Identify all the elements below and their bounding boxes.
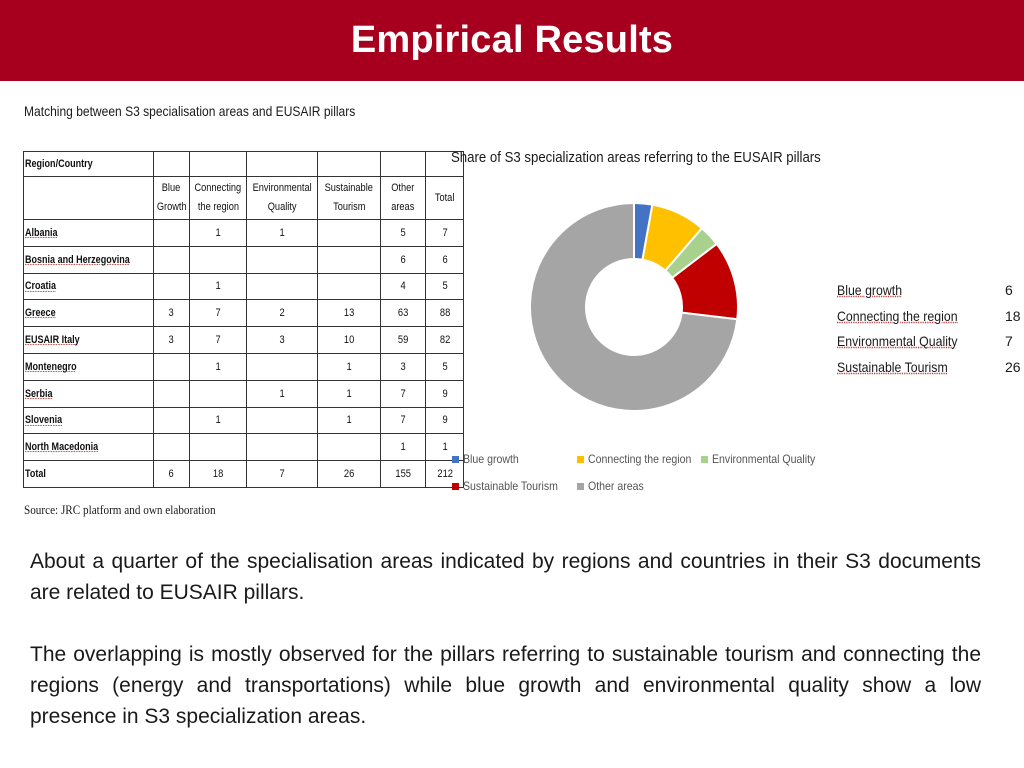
row-label: Croatia: [24, 273, 154, 300]
legend-item-environmental: Environmental Quality: [701, 452, 829, 466]
table-cell: 6: [381, 246, 426, 273]
table-cell: 5: [381, 220, 426, 247]
table-title: Matching between S3 specialisation areas and EUSAIR pillars: [24, 103, 356, 119]
table-cell: 7: [246, 461, 317, 488]
table-corner-header: Region/Country: [24, 152, 154, 177]
table-cell: 26: [318, 461, 381, 488]
table-cell: [153, 220, 189, 247]
table-cell: 1: [381, 434, 426, 461]
table-cell: [153, 434, 189, 461]
row-label: North Macedonia: [24, 434, 154, 461]
table-cell: 212: [426, 461, 464, 488]
legend-swatch: [452, 483, 459, 490]
table-cell: 7: [381, 380, 426, 407]
table-row: [24, 246, 464, 273]
col-header-total: Total: [426, 177, 464, 220]
table-cell: 3: [153, 300, 189, 327]
table-source: Source: JRC platform and own elaboration: [24, 502, 216, 517]
row-label: Total: [24, 461, 154, 488]
table-row: [24, 353, 464, 380]
col-header-environmental: Environmental Quality: [246, 177, 317, 220]
summary-paragraph-1: About a quarter of the specialisation areas indicated by regions and countries in their S3 documents are related to EUSAIR pillars.: [30, 550, 981, 604]
col-header-blue-growth: Blue Growth: [153, 177, 189, 220]
chart-title: Share of S3 specialization areas referring to the EUSAIR pillars: [451, 149, 821, 166]
legend-item-connecting: Connecting the region: [577, 452, 705, 466]
table-cell: 155: [381, 461, 426, 488]
row-label: EUSAIR Italy: [24, 327, 154, 354]
table-row: [24, 327, 464, 354]
row-label: Serbia: [24, 380, 154, 407]
table-cell: [153, 353, 189, 380]
table-cell: [153, 407, 189, 434]
table-cell: 1: [318, 407, 381, 434]
table-cell: 6: [426, 246, 464, 273]
table-cell: 9: [426, 407, 464, 434]
table-cell: 82: [426, 327, 464, 354]
pillar-row: Blue growth 6: [837, 282, 1013, 298]
legend-swatch: [452, 456, 459, 463]
table-cell: 1: [318, 353, 381, 380]
table-cell: 10: [318, 327, 381, 354]
table-cell: 13: [318, 300, 381, 327]
table-cell: 9: [426, 380, 464, 407]
table-cell: 88: [426, 300, 464, 327]
pillar-row: Sustainable Tourism 26: [837, 359, 1021, 375]
row-label: Montenegro: [24, 353, 154, 380]
table-cell: [246, 353, 317, 380]
summary-paragraph-2: The overlapping is mostly observed for the pillars referring to sustainable tourism and connecting the regions (energy and transportations) while blue growth and environmental quality show a low presence in S3 specialization areas.: [30, 643, 981, 728]
table-cell: 63: [381, 300, 426, 327]
table-row: [24, 273, 464, 300]
table-cell: 1: [246, 380, 317, 407]
table-row: [24, 300, 464, 327]
table-cell: 5: [426, 273, 464, 300]
matching-table: [23, 151, 464, 488]
table-cell: 3: [246, 327, 317, 354]
col-header-sustainable: Sustainable Tourism: [318, 177, 381, 220]
table-cell: 1: [190, 220, 247, 247]
table-cell: 7: [190, 300, 247, 327]
table-cell: 2: [246, 300, 317, 327]
table-cell: [190, 380, 247, 407]
row-label: Bosnia and Herzegovina: [24, 246, 154, 273]
table-cell: 7: [381, 407, 426, 434]
table-cell: [153, 246, 189, 273]
table-cell: [318, 246, 381, 273]
table-cell: 1: [190, 273, 247, 300]
table-cell: 1: [426, 434, 464, 461]
table-cell: [190, 434, 247, 461]
slide-title: Empirical Results: [350, 19, 674, 61]
legend-item-blue-growth: Blue growth: [452, 452, 526, 466]
legend-swatch: [701, 456, 708, 463]
table-cell: [246, 407, 317, 434]
table-cell: 1: [190, 353, 247, 380]
table-cell: [153, 273, 189, 300]
table-cell: 18: [190, 461, 247, 488]
table-cell: 1: [246, 220, 317, 247]
col-header-other: Other areas: [381, 177, 426, 220]
table-cell: [246, 273, 317, 300]
table-cell: 3: [153, 327, 189, 354]
donut-chart: [520, 176, 760, 438]
row-label: Albania: [24, 220, 154, 247]
table-cell: 59: [381, 327, 426, 354]
table-cell: [318, 273, 381, 300]
table-row: [24, 220, 464, 247]
table-cell: 5: [426, 353, 464, 380]
table-cell: [246, 434, 317, 461]
pillar-row: Environmental Quality 7: [837, 333, 1013, 349]
table-cell: 6: [153, 461, 189, 488]
table-row: [24, 407, 464, 434]
pillar-row: Connecting the region 18: [837, 308, 1021, 324]
table-cell: 7: [190, 327, 247, 354]
legend-swatch: [577, 456, 584, 463]
legend-item-other: Other areas: [577, 479, 651, 493]
legend-item-sustainable: Sustainable Tourism: [452, 479, 571, 493]
row-label: Greece: [24, 300, 154, 327]
table-cell: [318, 220, 381, 247]
table-cell: 4: [381, 273, 426, 300]
table-cell: 3: [381, 353, 426, 380]
slide-header: [0, 0, 1024, 81]
table-cell: [190, 246, 247, 273]
table-row: [24, 380, 464, 407]
table-cell: 1: [318, 380, 381, 407]
legend-swatch: [577, 483, 584, 490]
table-row: [24, 461, 464, 488]
row-label: Slovenia: [24, 407, 154, 434]
table-cell: [318, 434, 381, 461]
col-header-connecting: Connecting the region: [190, 177, 247, 220]
table-cell: [153, 380, 189, 407]
table-row: [24, 434, 464, 461]
table-cell: 7: [426, 220, 464, 247]
table-cell: [246, 246, 317, 273]
table-cell: 1: [190, 407, 247, 434]
